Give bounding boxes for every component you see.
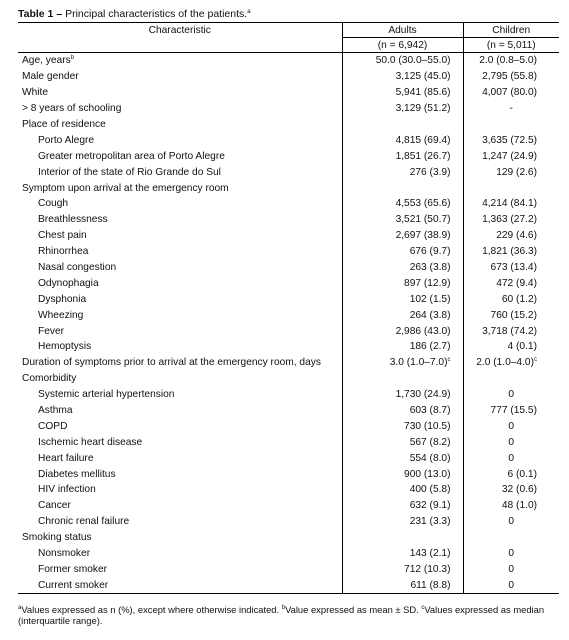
row-label-text: Smoking status [22,532,92,544]
row-label [18,164,342,180]
children-value-text: 129 (2.6) [496,166,537,178]
table-row [18,228,559,244]
table-row [18,546,559,562]
children-value [463,244,559,260]
row-label-text: Wheezing [38,309,84,321]
table-row [18,180,559,196]
table-row [18,387,559,403]
children-value-text: 760 (15.2) [490,309,537,321]
adults-value-text: 554 (8.0) [409,452,451,464]
row-label-text: Asthma [38,405,73,417]
table-row [18,53,559,69]
row-label [18,339,342,355]
children-value [463,403,559,419]
children-value-text: 0 [508,420,515,432]
children-value [463,291,559,307]
row-label [18,387,342,403]
row-label-text: Cancer [38,500,71,512]
row-label [18,577,342,593]
header-adults-n: (n = 6,942) [342,38,463,53]
children-value [463,164,559,180]
children-value-text: 0 [508,563,515,575]
adults-value [342,403,463,419]
row-label-text: Age, years [22,55,71,67]
table-caption-label: Table 1 – [18,8,63,20]
table-header [18,23,559,53]
adults-value [342,434,463,450]
row-label-text: Duration of symptoms prior to arrival at the emergency room, days [22,357,321,369]
row-label-text: Dysphonia [38,293,87,305]
row-label-text: Systemic arterial hypertension [38,389,175,401]
row-label [18,196,342,212]
children-value-text: 777 (15.5) [490,405,537,417]
row-label-text: Place of residence [22,119,106,130]
adults-value-text: 263 (3.8) [409,262,451,274]
children-value-text: 48 (1.0) [501,500,537,512]
adults-value-text: 4,553 (65.6) [395,198,451,210]
table-row [18,164,559,180]
adults-value [342,85,463,101]
adults-value [342,482,463,498]
children-value [463,85,559,101]
row-label-text: > 8 years of schooling [22,103,122,115]
adults-value [342,562,463,578]
table-row [18,101,559,117]
adults-value [342,244,463,260]
table-row [18,117,559,133]
adults-value [342,101,463,117]
row-label-text: Hemoptysis [38,341,92,353]
children-value-text: 229 (4.6) [496,230,537,242]
adults-value-text: 603 (8.7) [409,405,451,417]
children-value [463,339,559,355]
adults-value [342,546,463,562]
footnote-a-marker: a [18,605,22,611]
row-label [18,117,342,133]
children-value-text: 3,635 (72.5) [482,134,537,146]
adults-value [342,196,463,212]
children-value [463,228,559,244]
table-row [18,514,559,530]
adults-value [342,291,463,307]
children-value [463,180,559,196]
table-row [18,291,559,307]
adults-value-text: 567 (8.2) [409,436,451,448]
table-caption-text: Principal characteristics of the patients. [65,8,248,20]
row-label-text: HIV infection [38,484,96,496]
table-body [18,53,559,594]
table-caption [18,6,251,20]
children-value-text: 6 (0.1) [507,468,537,480]
row-label [18,212,342,228]
children-value-text: 2.0 (0.8–5.0) [479,55,537,67]
adults-value-text: 3,521 (50.7) [395,214,451,226]
children-value-text: - [509,103,513,115]
adults-value-marker: c [447,357,451,364]
row-label [18,148,342,164]
row-label [18,275,342,291]
adults-value [342,530,463,546]
table-caption-marker: a [247,9,251,15]
adults-value [342,53,463,69]
children-value [463,355,559,371]
children-value [463,434,559,450]
row-label [18,403,342,419]
children-value-text: 673 (13.4) [490,262,537,274]
row-label-text: Nonsmoker [38,548,91,560]
row-label [18,514,342,530]
adults-value-text: 400 (5.8) [409,484,451,496]
table-row [18,530,559,546]
table-row [18,450,559,466]
adults-value [342,514,463,530]
row-label-text: Comorbidity [22,373,77,385]
children-value [463,387,559,403]
adults-value [342,117,463,133]
table-row [18,466,559,482]
table-row [18,69,559,85]
adults-value [342,450,463,466]
row-label-text: Former smoker [38,563,108,575]
header-characteristic: Characteristic [18,23,342,38]
adults-value-text: 1,730 (24.9) [395,389,451,401]
children-value-text: 0 [508,579,515,591]
row-label [18,53,342,69]
row-label-text: White [22,87,49,99]
table-row [18,307,559,323]
children-value [463,562,559,578]
characteristics-table [18,22,559,594]
children-value-text: 2,795 (55.8) [482,71,537,83]
children-value-text: 0 [508,516,515,528]
adults-value-text: 632 (9.1) [409,500,451,512]
row-label [18,180,342,196]
children-value [463,101,559,117]
footnote-b-text: Value expressed as mean ± SD. [285,604,419,615]
row-label-text: Male gender [22,71,79,83]
adults-value [342,148,463,164]
adults-value-text: 102 (1.5) [409,293,451,305]
children-value [463,482,559,498]
children-value-text: 3,718 (74.2) [482,325,537,337]
adults-value [342,307,463,323]
table-row [18,418,559,434]
row-label-marker: b [70,55,75,62]
adults-value-text: 897 (12.9) [404,277,451,289]
children-value-text: 60 (1.2) [501,293,537,305]
adults-value [342,498,463,514]
row-label [18,450,342,466]
children-value [463,418,559,434]
children-value [463,514,559,530]
header-children-n: (n = 5,011) [463,38,559,53]
table-row [18,260,559,276]
adults-value [342,577,463,593]
row-label-text: Fever [38,325,65,337]
children-value [463,212,559,228]
row-label-text: Interior of the state of Rio Grande do Sul [38,166,221,178]
row-label [18,434,342,450]
adults-value-text: 3.0 (1.0–7.0) [389,357,448,369]
row-label-text: Porto Alegre [38,134,95,146]
row-label [18,466,342,482]
row-label-text: Symptom upon arrival at the emergency room [22,182,229,194]
row-label [18,228,342,244]
table-row [18,275,559,291]
footnote-c-marker: c [421,605,425,611]
children-value-text: 1,247 (24.9) [482,150,537,162]
row-label [18,562,342,578]
adults-value-text: 4,815 (69.4) [395,134,451,146]
adults-value-text: 676 (9.7) [409,246,451,258]
children-value-text: 4,007 (80.0) [482,87,537,99]
row-label [18,530,342,546]
row-label [18,307,342,323]
adults-value-text: 730 (10.5) [404,420,451,432]
children-value [463,275,559,291]
children-value-text: 1,821 (36.3) [482,246,537,258]
row-label-text: COPD [38,420,68,432]
footnote-b-marker: b [281,605,286,611]
adults-value-text: 3,129 (51.2) [395,103,451,115]
table-row [18,339,559,355]
header-adults: Adults [342,23,463,38]
children-value-text: 0 [508,452,515,464]
children-value [463,466,559,482]
row-label-text: Odynophagia [38,277,99,289]
adults-value-text: 900 (13.0) [404,468,451,480]
children-value [463,450,559,466]
table-footnote [18,603,563,626]
row-label [18,482,342,498]
children-value-text: 32 (0.6) [501,484,537,496]
adults-value [342,260,463,276]
row-label [18,132,342,148]
children-value [463,117,559,133]
adults-value [342,212,463,228]
adults-value-text: 264 (3.8) [409,309,451,321]
children-value-text: 0 [508,436,515,448]
children-value-text: 0 [508,389,515,401]
row-label [18,418,342,434]
adults-value [342,339,463,355]
table-row [18,371,559,387]
table-row [18,482,559,498]
table-row [18,85,559,101]
row-label [18,498,342,514]
table-row [18,196,559,212]
adults-value-text: 611 (8.8) [410,579,451,591]
table-row [18,132,559,148]
table-row [18,577,559,593]
footnote-c-text: Values expressed as median (interquartile range). [18,604,545,626]
row-label [18,260,342,276]
adults-value-text: 186 (2.7) [409,341,451,353]
row-label-text: Cough [38,198,69,210]
adults-value [342,371,463,387]
children-value-text: 472 (9.4) [496,277,537,289]
children-value [463,530,559,546]
row-label [18,291,342,307]
row-label [18,85,342,101]
row-label [18,371,342,387]
table-row [18,562,559,578]
adults-value-text: 5,941 (85.6) [395,87,451,99]
adults-value-text: 276 (3.9) [409,166,451,178]
row-label-text: Rhinorrhea [38,246,89,258]
adults-value [342,69,463,85]
header-children: Children [463,23,559,38]
footnote-a-text: Values expressed as n (%), except where otherwise indicated. [21,604,280,615]
adults-value-text: 2,697 (38.9) [395,230,451,242]
children-value [463,546,559,562]
children-value [463,260,559,276]
row-label-text: Current smoker [38,579,109,591]
row-label [18,355,342,371]
adults-value [342,180,463,196]
children-value-text: 2.0 (1.0–4.0) [476,357,534,369]
children-value-text: 1,363 (27.2) [482,214,537,226]
adults-value [342,418,463,434]
table-row [18,403,559,419]
row-label-text: Greater metropolitan area of Porto Alegre [38,150,225,162]
row-label-text: Nasal congestion [38,262,117,274]
header-blank [18,38,342,53]
table-row [18,498,559,514]
row-label [18,101,342,117]
children-value [463,323,559,339]
children-value [463,132,559,148]
adults-value-text: 712 (10.3) [404,563,451,575]
row-label [18,323,342,339]
children-value [463,371,559,387]
adults-value [342,466,463,482]
adults-value [342,164,463,180]
adults-value [342,275,463,291]
children-value [463,148,559,164]
children-value [463,69,559,85]
adults-value [342,228,463,244]
row-label-text: Heart failure [38,452,94,464]
adults-value [342,132,463,148]
row-label-text: Breathlessness [38,214,108,226]
adults-value-text: 2,986 (43.0) [395,325,451,337]
children-value [463,307,559,323]
adults-value [342,355,463,371]
adults-value-text: 1,851 (26.7) [395,150,451,162]
table-row [18,244,559,260]
adults-value-text: 50.0 (30.0–55.0) [375,55,451,67]
table-row [18,323,559,339]
row-label-text: Chest pain [38,230,87,242]
children-value [463,498,559,514]
row-label [18,69,342,85]
children-value-text: 4 (0.1) [507,341,537,353]
children-value-marker: c [534,357,537,364]
children-value [463,53,559,69]
adults-value [342,323,463,339]
table-row [18,434,559,450]
row-label-text: Diabetes mellitus [38,468,116,480]
adults-value [342,387,463,403]
table-row [18,148,559,164]
children-value-text: 0 [508,548,515,560]
children-value [463,196,559,212]
row-label-text: Chronic renal failure [38,516,130,528]
row-label-text: Ischemic heart disease [38,436,143,448]
table-row [18,212,559,228]
adults-value-text: 3,125 (45.0) [395,71,451,83]
adults-value-text: 143 (2.1) [409,548,451,560]
children-value [463,577,559,593]
row-label [18,546,342,562]
row-label [18,244,342,260]
adults-value-text: 231 (3.3) [409,516,451,528]
table-row [18,355,559,371]
children-value-text: 4,214 (84.1) [482,198,537,210]
